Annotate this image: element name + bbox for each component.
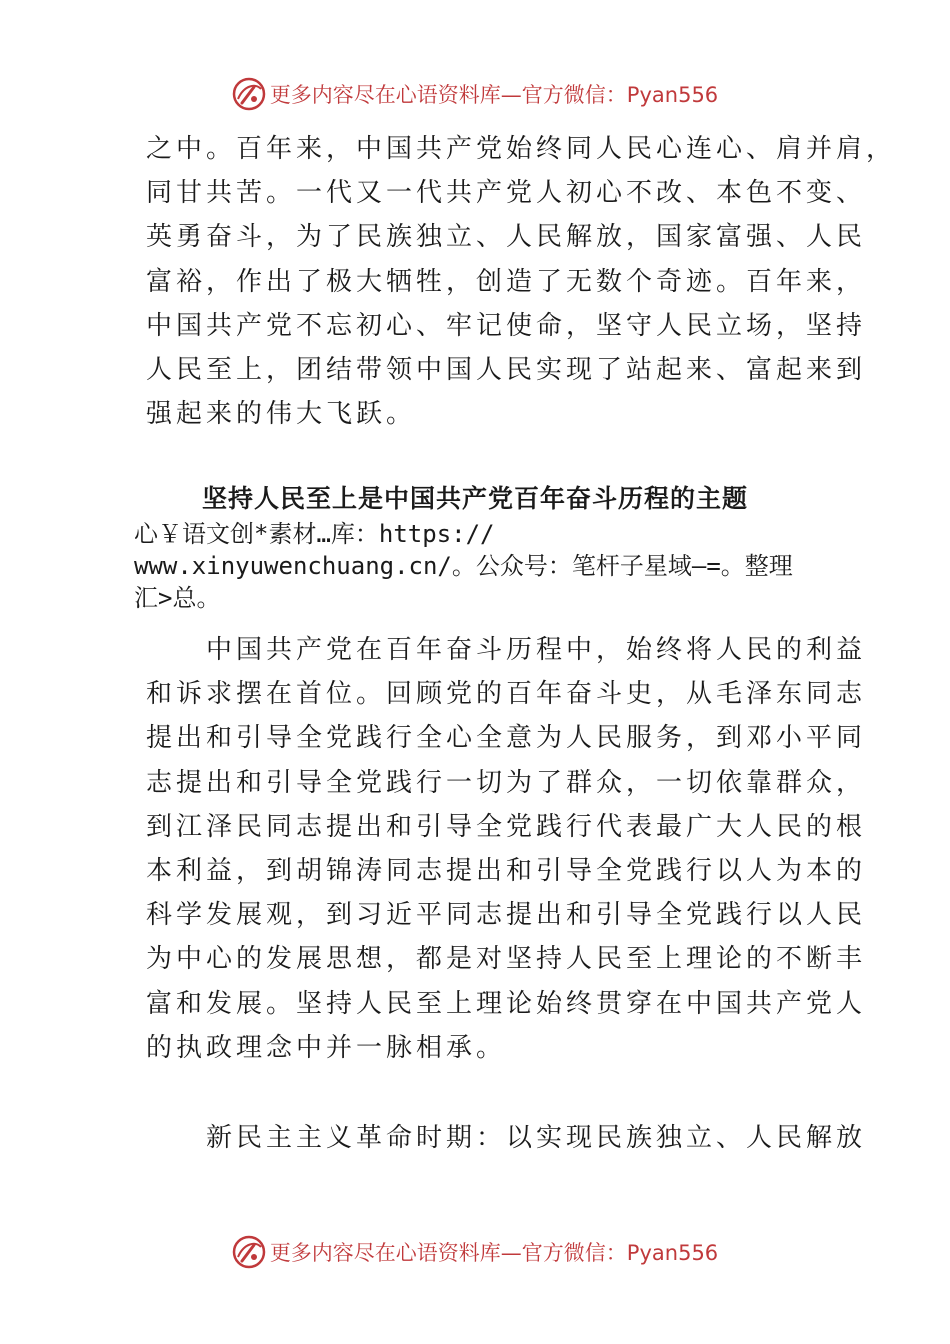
paragraph-1 [146, 127, 897, 436]
text-line: 强起来的伟大飞跃。 [146, 399, 417, 430]
text-line: 同甘共苦。一代又一代共产党人初心不改、本色不变、 [146, 178, 867, 209]
paragraph-3 [146, 1116, 867, 1160]
banner-text: 更多内容尽在心语资料库—官方微信：Pyan556 [269, 83, 719, 107]
text-line: 新民主主义革命时期：以实现民族独立、人民解放 [146, 1123, 867, 1153]
banner-text: 更多内容尽在心语资料库—官方微信：Pyan556 [269, 1241, 719, 1265]
logo-seal-icon [232, 1235, 266, 1269]
text-line: 富裕，作出了极大牺牲，创造了无数个奇迹。百年来， [146, 266, 867, 297]
text-line: 为中心的发展思想，都是对坚持人民至上理论的不断丰 [146, 944, 867, 975]
paragraph-2 [146, 628, 867, 1070]
text-line: 中国共产党不忘初心、牢记使命，坚守人民立场，坚持 [146, 310, 867, 341]
source-line: www.xinyuwenchuang.cn/。公众号：笔杆子星域—=。整理 [134, 552, 793, 580]
text-line: 富和发展。坚持人民至上理论始终贯穿在中国共产党人 [146, 988, 867, 1019]
text-line: 英勇奋斗，为了民族独立、人民解放，国家富强、人民 [146, 222, 867, 253]
source-line: 汇>总。 [134, 584, 221, 612]
text-line: 科学发展观，到习近平同志提出和引导全党践行以人民 [146, 900, 867, 931]
footer-banner [0, 1232, 950, 1272]
text-line: 志提出和引导全党践行一切为了群众，一切依靠群众， [146, 767, 867, 798]
source-line: 心￥语文创*素材…库：https:// [134, 520, 495, 548]
text-line: 之中。百年来，中国共产党始终同人民心连心、肩并肩， [146, 134, 897, 164]
text-line: 中国共产党在百年奋斗历程中，始终将人民的利益 [146, 635, 867, 665]
header-banner [0, 74, 950, 114]
text-line: 人民至上，团结带领中国人民实现了站起来、富起来到 [146, 355, 867, 386]
text-line: 和诉求摆在首位。回顾党的百年奋斗史，从毛泽东同志 [146, 679, 867, 710]
text-line: 本利益，到胡锦涛同志提出和引导全党践行以人为本的 [146, 856, 867, 887]
text-line: 提出和引导全党践行全心全意为人民服务，到邓小平同 [146, 723, 867, 754]
text-line: 的执政理念中并一脉相承。 [146, 1032, 507, 1063]
section-heading: 坚持人民至上是中国共产党百年奋斗历程的主题 [201, 484, 748, 513]
text-line: 到江泽民同志提出和引导全党践行代表最广大人民的根 [146, 811, 867, 842]
logo-seal-icon [232, 77, 266, 111]
source-note [134, 518, 834, 614]
